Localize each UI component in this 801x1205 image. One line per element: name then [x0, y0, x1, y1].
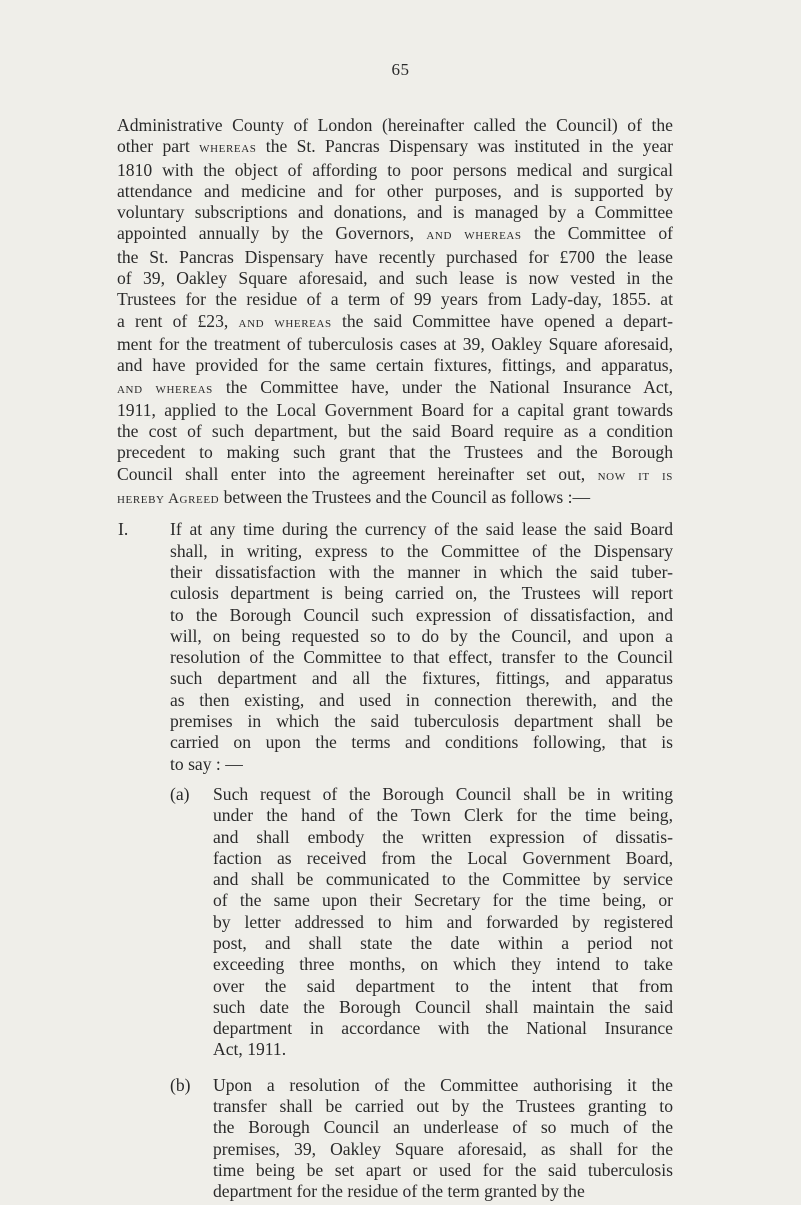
- subclause-b: [117, 1075, 673, 1203]
- small-caps-run: and whereas: [426, 227, 522, 244]
- text-line: the Borough Council an underlease of so much of the: [213, 1117, 673, 1138]
- text-line: If at any time during the currency of the said lease the said Board: [170, 519, 673, 540]
- text-line: their dissatisfaction with the manner in which the said tuber-: [170, 561, 673, 582]
- text-line: department in accordance with the National Insurance: [213, 1018, 673, 1039]
- text-run: 1911, applied to the Local Government Board for a capital grant towards: [117, 399, 673, 420]
- text-line: Upon a resolution of the Committee authorising it the: [213, 1074, 673, 1095]
- text-line: [117, 377, 673, 400]
- text-line: to the Borough Council such expression of dissatisfaction, and: [170, 604, 673, 625]
- text-run: the said Committee have opened a depart-: [331, 310, 673, 331]
- text-line: and shall be communicated to the Committee by service: [213, 869, 673, 890]
- text-line: Such request of the Borough Council shall be in writing: [213, 783, 673, 804]
- text-line: post, and shall state the date within a period not: [213, 932, 673, 953]
- text-line: under the hand of the Town Clerk for the time being,: [213, 805, 673, 826]
- text-line: of the same upon their Secretary for the time being, or: [213, 890, 673, 911]
- text-line: [117, 202, 673, 223]
- text-run: between the Trustees and the Council as follows :—: [219, 487, 591, 508]
- text-run: the St. Pancras Dispensary have recently purchased for £700 the lease: [117, 246, 673, 267]
- text-line: [117, 400, 673, 421]
- text-line: will, on being requested so to do by the Council, and upon a: [170, 625, 673, 646]
- text-line: [117, 334, 673, 355]
- text-run: the Committee of: [521, 223, 673, 244]
- text-line: [117, 181, 673, 202]
- text-line: department for the residue of the term granted by the: [213, 1181, 585, 1202]
- clause-number: I.: [118, 519, 129, 540]
- clause-1: [117, 519, 673, 775]
- text-run: ment for the treatment of tuberculosis cases at 39, Oakley Square aforesaid,: [117, 333, 673, 354]
- text-run: attendance and medicine and for other purposes, and is supported by: [117, 180, 673, 201]
- text-line: shall, in writing, express to the Committee of the Dispensary: [170, 540, 673, 561]
- text-line: [117, 442, 673, 463]
- text-run: Administrative County of London (hereinafter called the Council) of the: [117, 115, 673, 135]
- text-run: Council shall enter into the agreement hereinafter set out,: [117, 463, 598, 484]
- text-run: precedent to making such grant that the Trustees and the Borough: [117, 442, 673, 463]
- text-run: appointed annually by the Governors,: [117, 223, 427, 244]
- text-run: Trustees for the residue of a term of 99 years from Lady-day, 1855. at: [117, 289, 673, 310]
- text-line: [117, 289, 673, 310]
- text-line: such date the Borough Council shall maintain the said: [213, 996, 673, 1017]
- text-line: [117, 487, 673, 510]
- text-line: [117, 268, 673, 289]
- text-line: [117, 247, 673, 268]
- clause-1-text: [170, 519, 673, 775]
- text-line: such department and all the fixtures, fittings, and apparatus: [170, 668, 673, 689]
- text-run: other part: [117, 136, 200, 157]
- text-line: to say : —: [170, 753, 243, 774]
- text-line: by letter addressed to him and forwarded by registered: [213, 911, 673, 932]
- text-line: as then existing, and used in connection therewith, and the: [170, 689, 673, 710]
- preamble-paragraph: [117, 115, 673, 510]
- text-line: faction as received from the Local Government Board,: [213, 847, 673, 868]
- text-line: [117, 115, 673, 136]
- text-line: [117, 355, 673, 376]
- subclause-a: [117, 784, 673, 1061]
- subclause-b-text: [213, 1075, 673, 1203]
- text-run: 1810 with the object of affording to poor persons medical and surgical: [117, 159, 673, 180]
- text-line: premises, 39, Oakley Square aforesaid, as shall for the: [213, 1138, 673, 1159]
- text-line: time being be set apart or used for the said tuberculosis: [213, 1159, 673, 1180]
- small-caps-run: and whereas: [238, 314, 332, 331]
- small-caps-run: and whereas: [117, 380, 213, 397]
- page-number: 65: [391, 60, 410, 79]
- text-line: [117, 223, 673, 246]
- text-run: voluntary subscriptions and donations, and is managed by a Committee: [117, 202, 673, 223]
- text-line: carried on upon the terms and conditions following, that is: [170, 732, 673, 753]
- text-line: culosis department is being carried on, the Trustees will report: [170, 583, 673, 604]
- text-line: [117, 160, 673, 181]
- text-line: [117, 464, 673, 487]
- text-line: [117, 421, 673, 442]
- text-run: of 39, Oakley Square aforesaid, and such lease is now vested in the: [117, 268, 673, 289]
- subclause-b-label: (b): [170, 1074, 191, 1095]
- text-line: [117, 136, 673, 159]
- small-caps-run: whereas: [199, 140, 257, 157]
- text-run: the Committee have, under the National Insurance Act,: [212, 376, 673, 397]
- text-line: transfer shall be carried out by the Trustees granting to: [213, 1096, 673, 1117]
- text-line: resolution of the Committee to that effect, transfer to the Council: [170, 647, 673, 668]
- text-line: and shall embody the written expression of dissatis-: [213, 826, 673, 847]
- document-body: [117, 115, 673, 1203]
- text-line: [117, 311, 673, 334]
- text-line: Act, 1911.: [213, 1039, 287, 1060]
- text-run: a rent of £23,: [117, 310, 239, 331]
- subclause-a-label: (a): [170, 783, 190, 804]
- subclause-a-text: [213, 784, 673, 1061]
- text-line: exceeding three months, on which they intend to take: [213, 954, 673, 975]
- small-caps-run: hereby Agreed: [117, 491, 220, 508]
- text-run: the cost of such department, but the said Board require as a condition: [117, 421, 673, 442]
- text-run: and have provided for the same certain fixtures, fittings, and apparatus,: [117, 355, 673, 376]
- text-run: the St. Pancras Dispensary was instituted in the year: [256, 136, 673, 157]
- small-caps-run: now it is: [597, 467, 674, 484]
- text-line: premises in which the said tuberculosis department shall be: [170, 711, 673, 732]
- text-line: over the said department to the intent that from: [213, 975, 673, 996]
